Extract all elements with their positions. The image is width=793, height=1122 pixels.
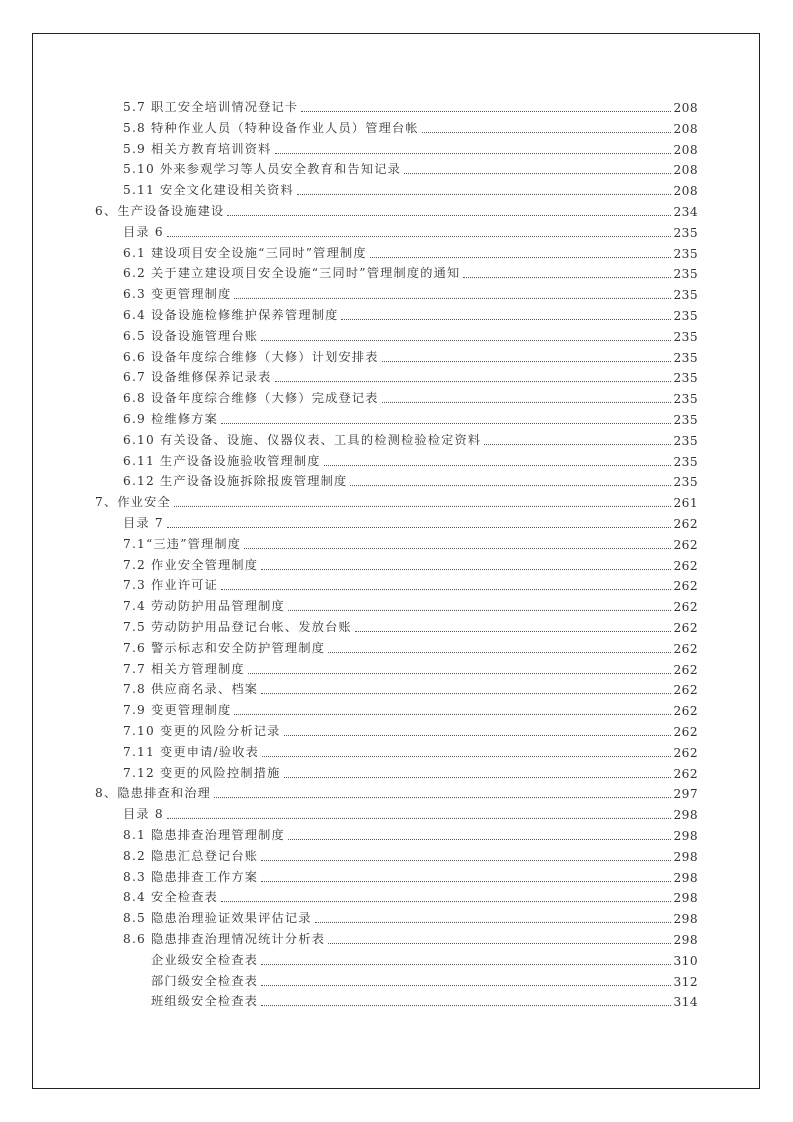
toc-dot-leader bbox=[261, 692, 670, 694]
toc-entry-title: 6.3 变更管理制度 bbox=[123, 287, 232, 302]
toc-entry-page-number: 262 bbox=[673, 662, 698, 677]
toc-entry-page-number: 234 bbox=[673, 205, 698, 219]
toc-entry[interactable] bbox=[123, 282, 698, 302]
toc-dot-leader bbox=[288, 838, 671, 840]
toc-entry-page-number: 235 bbox=[673, 329, 698, 344]
toc-entry-title: 8.4 安全检查表 bbox=[123, 890, 218, 905]
toc-dot-leader bbox=[324, 464, 671, 466]
toc-entry[interactable] bbox=[123, 719, 698, 739]
toc-entry-page-number: 235 bbox=[673, 309, 698, 323]
toc-entry-title: 7.8 供应商名录、档案 bbox=[123, 682, 259, 697]
toc-dot-leader bbox=[404, 172, 671, 174]
toc-entry-title: 6.8 设备年度综合维修（大修）完成登记表 bbox=[123, 391, 379, 406]
toc-entry-page-number: 235 bbox=[673, 413, 698, 427]
toc-entry-page-number: 262 bbox=[673, 600, 698, 615]
toc-entry[interactable] bbox=[123, 594, 698, 614]
toc-entry[interactable] bbox=[95, 781, 698, 801]
toc-entry[interactable] bbox=[151, 989, 698, 1009]
toc-entry-page-number: 235 bbox=[673, 454, 698, 469]
toc-dot-leader bbox=[234, 297, 670, 299]
toc-entry[interactable] bbox=[123, 573, 698, 593]
toc-dot-leader bbox=[261, 568, 670, 570]
toc-entry-title: 7.12 变更的风险控制措施 bbox=[123, 765, 281, 780]
toc-entry-title: 7.5 劳动防护用品登记台帐、发放台账 bbox=[123, 620, 352, 634]
toc-entry-page-number: 298 bbox=[673, 933, 698, 947]
toc-entry[interactable] bbox=[95, 490, 698, 510]
toc-dot-leader bbox=[261, 963, 670, 965]
toc-entry[interactable] bbox=[123, 677, 698, 697]
toc-entry-title: 目录 7 bbox=[123, 516, 164, 530]
toc-entry-page-number: 262 bbox=[673, 704, 698, 719]
toc-dot-leader bbox=[382, 360, 671, 362]
toc-dot-leader bbox=[174, 505, 671, 507]
toc-dot-leader bbox=[221, 422, 671, 424]
toc-dot-leader bbox=[261, 880, 670, 882]
toc-entry-page-number: 262 bbox=[673, 745, 698, 760]
toc-dot-leader bbox=[261, 339, 670, 341]
toc-entry-page-number: 235 bbox=[673, 350, 698, 365]
toc-entry[interactable] bbox=[123, 615, 698, 635]
toc-dot-leader bbox=[261, 984, 670, 986]
toc-entry[interactable] bbox=[123, 116, 698, 136]
toc-entry-page-number: 235 bbox=[673, 288, 698, 303]
toc-entry[interactable] bbox=[123, 844, 698, 864]
toc-entry-page-number: 208 bbox=[673, 184, 698, 199]
toc-dot-leader bbox=[284, 776, 671, 778]
toc-dot-leader bbox=[341, 318, 670, 320]
toc-dot-leader bbox=[484, 443, 670, 445]
toc-entry[interactable] bbox=[123, 761, 698, 781]
toc-dot-leader bbox=[244, 547, 670, 549]
toc-dot-leader bbox=[261, 1004, 670, 1006]
toc-dot-leader bbox=[221, 588, 671, 590]
toc-entry-page-number: 262 bbox=[673, 517, 698, 531]
toc-dot-leader bbox=[328, 651, 670, 653]
toc-entry-page-number: 298 bbox=[673, 912, 698, 927]
toc-entry-page-number: 235 bbox=[673, 371, 698, 386]
toc-entry-page-number: 235 bbox=[673, 392, 698, 407]
toc-entry-title: 6.11 生产设备设施验收管理制度 bbox=[123, 453, 321, 468]
toc-entry-title: 6.7 设备维修保养记录表 bbox=[123, 370, 272, 385]
toc-entry[interactable] bbox=[123, 303, 698, 323]
toc-entry-title: 7.3 作业许可证 bbox=[123, 578, 218, 593]
toc-entry-title: 6.4 设备设施检修维护保养管理制度 bbox=[123, 308, 339, 322]
toc-entry[interactable] bbox=[123, 428, 698, 448]
toc-entry[interactable] bbox=[123, 157, 698, 177]
toc-dot-leader bbox=[328, 942, 670, 944]
toc-entry[interactable] bbox=[123, 137, 698, 157]
toc-entry-page-number: 298 bbox=[673, 849, 698, 864]
toc-entry-page-number: 262 bbox=[673, 621, 698, 635]
toc-entry-title: 5.9 相关方教育培训资料 bbox=[123, 141, 272, 156]
toc-entry[interactable] bbox=[123, 261, 698, 281]
toc-entry-title: 8.1 隐患排查治理管理制度 bbox=[123, 828, 285, 842]
toc-dot-leader bbox=[167, 526, 671, 528]
toc-entry[interactable] bbox=[123, 885, 698, 905]
toc-dot-leader bbox=[422, 131, 671, 133]
toc-entry[interactable] bbox=[123, 657, 698, 677]
toc-entry[interactable] bbox=[123, 698, 698, 718]
toc-entry-page-number: 298 bbox=[673, 829, 698, 843]
toc-dot-leader bbox=[227, 214, 670, 216]
toc-entry[interactable] bbox=[151, 969, 698, 989]
toc-entry-page-number: 314 bbox=[673, 995, 698, 1010]
toc-dot-leader bbox=[275, 380, 671, 382]
toc-entry-title: 部门级安全检查表 bbox=[151, 973, 259, 988]
toc-entry[interactable] bbox=[123, 449, 698, 469]
toc-entry-title: 5.8 特种作业人员（特种设备作业人员）管理台帐 bbox=[123, 120, 419, 135]
toc-entry-page-number: 235 bbox=[673, 225, 698, 240]
toc-entry[interactable] bbox=[123, 365, 698, 385]
toc-entry-title: 6.6 设备年度综合维修（大修）计划安排表 bbox=[123, 349, 379, 364]
toc-entry-title: 8、隐患排查和治理 bbox=[95, 786, 212, 801]
toc-dot-leader bbox=[463, 276, 670, 278]
toc-entry[interactable] bbox=[123, 927, 698, 947]
toc-entry-title: 7.4 劳动防护用品管理制度 bbox=[123, 599, 285, 614]
toc-entry-title: 6.12 生产设备设施拆除报废管理制度 bbox=[123, 474, 348, 489]
toc-entry[interactable] bbox=[123, 324, 698, 344]
toc-dot-leader bbox=[167, 817, 671, 819]
toc-dot-leader bbox=[382, 401, 671, 403]
toc-entry[interactable] bbox=[123, 241, 698, 261]
toc-entry-title: 目录 6 bbox=[123, 224, 164, 239]
toc-entry-title: 5.10 外来参观学习等人员安全教育和告知记录 bbox=[123, 162, 401, 177]
toc-entry-page-number: 262 bbox=[673, 537, 698, 552]
toc-entry[interactable] bbox=[123, 532, 698, 552]
toc-entry-title: 6.10 有关设备、设施、仪器仪表、工具的检测检验检定资料 bbox=[123, 432, 482, 447]
toc-entry[interactable] bbox=[123, 386, 698, 406]
toc-entry-page-number: 298 bbox=[673, 808, 698, 823]
toc-dot-leader bbox=[248, 672, 671, 674]
toc-entry[interactable] bbox=[123, 553, 698, 573]
toc-entry-title: 6、生产设备设施建设 bbox=[95, 204, 225, 218]
toc-dot-leader bbox=[275, 152, 671, 154]
toc-entry[interactable] bbox=[123, 906, 698, 926]
toc-dot-leader bbox=[262, 755, 671, 757]
toc-entry[interactable] bbox=[123, 740, 698, 760]
toc-entry-title: 7.1“三违”管理制度 bbox=[123, 536, 242, 551]
toc-dot-leader bbox=[221, 900, 671, 902]
toc-entry-page-number: 262 bbox=[673, 766, 698, 781]
toc-entry-title: 7.9 变更管理制度 bbox=[123, 703, 232, 718]
toc-entry[interactable] bbox=[123, 220, 698, 240]
toc-entry-title: 7.6 警示标志和安全防护管理制度 bbox=[123, 640, 326, 655]
toc-entry-title: 8.2 隐患汇总登记台账 bbox=[123, 848, 259, 863]
toc-entry-page-number: 312 bbox=[673, 974, 698, 989]
toc-entry-title: 7.2 作业安全管理制度 bbox=[123, 557, 259, 572]
toc-entry-page-number: 297 bbox=[673, 787, 698, 802]
toc-dot-leader bbox=[167, 235, 671, 237]
toc-entry[interactable] bbox=[95, 199, 698, 219]
toc-entry[interactable] bbox=[123, 407, 698, 427]
toc-entry[interactable] bbox=[123, 636, 698, 656]
toc-entry-page-number: 235 bbox=[673, 246, 698, 261]
toc-dot-leader bbox=[301, 110, 670, 112]
toc-entry-page-number: 208 bbox=[673, 121, 698, 136]
toc-entry-title: 6.2 关于建立建设项目安全设施“三同时”管理制度的通知 bbox=[123, 266, 461, 281]
toc-entry-title: 7.11 变更申请/验收表 bbox=[123, 744, 260, 759]
toc-entry-title: 7.10 变更的风险分析记录 bbox=[123, 724, 281, 738]
toc-entry-page-number: 235 bbox=[673, 267, 698, 282]
toc-entry-title: 8.5 隐患治理验证效果评估记录 bbox=[123, 911, 312, 926]
toc-entry[interactable] bbox=[123, 469, 698, 489]
toc-entry-page-number: 235 bbox=[673, 433, 698, 448]
toc-entry-page-number: 262 bbox=[673, 725, 698, 739]
toc-entry-title: 企业级安全检查表 bbox=[151, 952, 259, 967]
toc-entry[interactable] bbox=[123, 511, 698, 531]
toc-dot-leader bbox=[297, 193, 671, 195]
toc-entry-title: 6.1 建设项目安全设施“三同时”管理制度 bbox=[123, 245, 367, 260]
toc-entry-page-number: 262 bbox=[673, 558, 698, 573]
toc-entry-title: 5.7 职工安全培训情况登记卡 bbox=[123, 100, 299, 114]
toc-entry-title: 8.6 隐患排查治理情况统计分析表 bbox=[123, 932, 326, 946]
toc-entry[interactable] bbox=[123, 345, 698, 365]
toc-entry[interactable] bbox=[123, 802, 698, 822]
toc-entry-page-number: 235 bbox=[673, 475, 698, 490]
toc-entry-page-number: 208 bbox=[673, 101, 698, 115]
toc-entry-page-number: 310 bbox=[673, 953, 698, 968]
toc-entry[interactable] bbox=[123, 865, 698, 885]
toc-entry-title: 5.11 安全文化建设相关资料 bbox=[123, 183, 294, 198]
toc-entry[interactable] bbox=[151, 948, 698, 968]
toc-dot-leader bbox=[355, 630, 671, 632]
toc-entry-title: 班组级安全检查表 bbox=[151, 994, 259, 1009]
toc-dot-leader bbox=[261, 859, 670, 861]
toc-entry-page-number: 262 bbox=[673, 579, 698, 594]
toc-entry-page-number: 262 bbox=[673, 683, 698, 698]
toc-entry-page-number: 298 bbox=[673, 891, 698, 906]
toc-entry-title: 7、作业安全 bbox=[95, 495, 171, 510]
toc-dot-leader bbox=[214, 796, 670, 798]
toc-dot-leader bbox=[315, 921, 671, 923]
toc-dot-leader bbox=[350, 484, 670, 486]
toc-entry[interactable] bbox=[123, 95, 698, 115]
toc-dot-leader bbox=[288, 609, 671, 611]
toc-entry-title: 7.7 相关方管理制度 bbox=[123, 661, 245, 676]
toc-entry[interactable] bbox=[123, 823, 698, 843]
toc-entry-page-number: 208 bbox=[673, 142, 698, 157]
toc-entry-page-number: 208 bbox=[673, 163, 698, 178]
toc-dot-leader bbox=[234, 713, 670, 715]
toc-entry-title: 6.5 设备设施管理台账 bbox=[123, 328, 259, 343]
toc-entry-title: 目录 8 bbox=[123, 807, 164, 822]
toc-entry-page-number: 261 bbox=[673, 496, 698, 511]
toc-entry-title: 6.9 检维修方案 bbox=[123, 412, 218, 426]
toc-entry[interactable] bbox=[123, 178, 698, 198]
toc-entry-page-number: 298 bbox=[673, 870, 698, 885]
toc-entry-page-number: 262 bbox=[673, 641, 698, 656]
toc-dot-leader bbox=[370, 256, 671, 258]
toc-dot-leader bbox=[284, 734, 671, 736]
toc-entry-title: 8.3 隐患排查工作方案 bbox=[123, 869, 259, 884]
